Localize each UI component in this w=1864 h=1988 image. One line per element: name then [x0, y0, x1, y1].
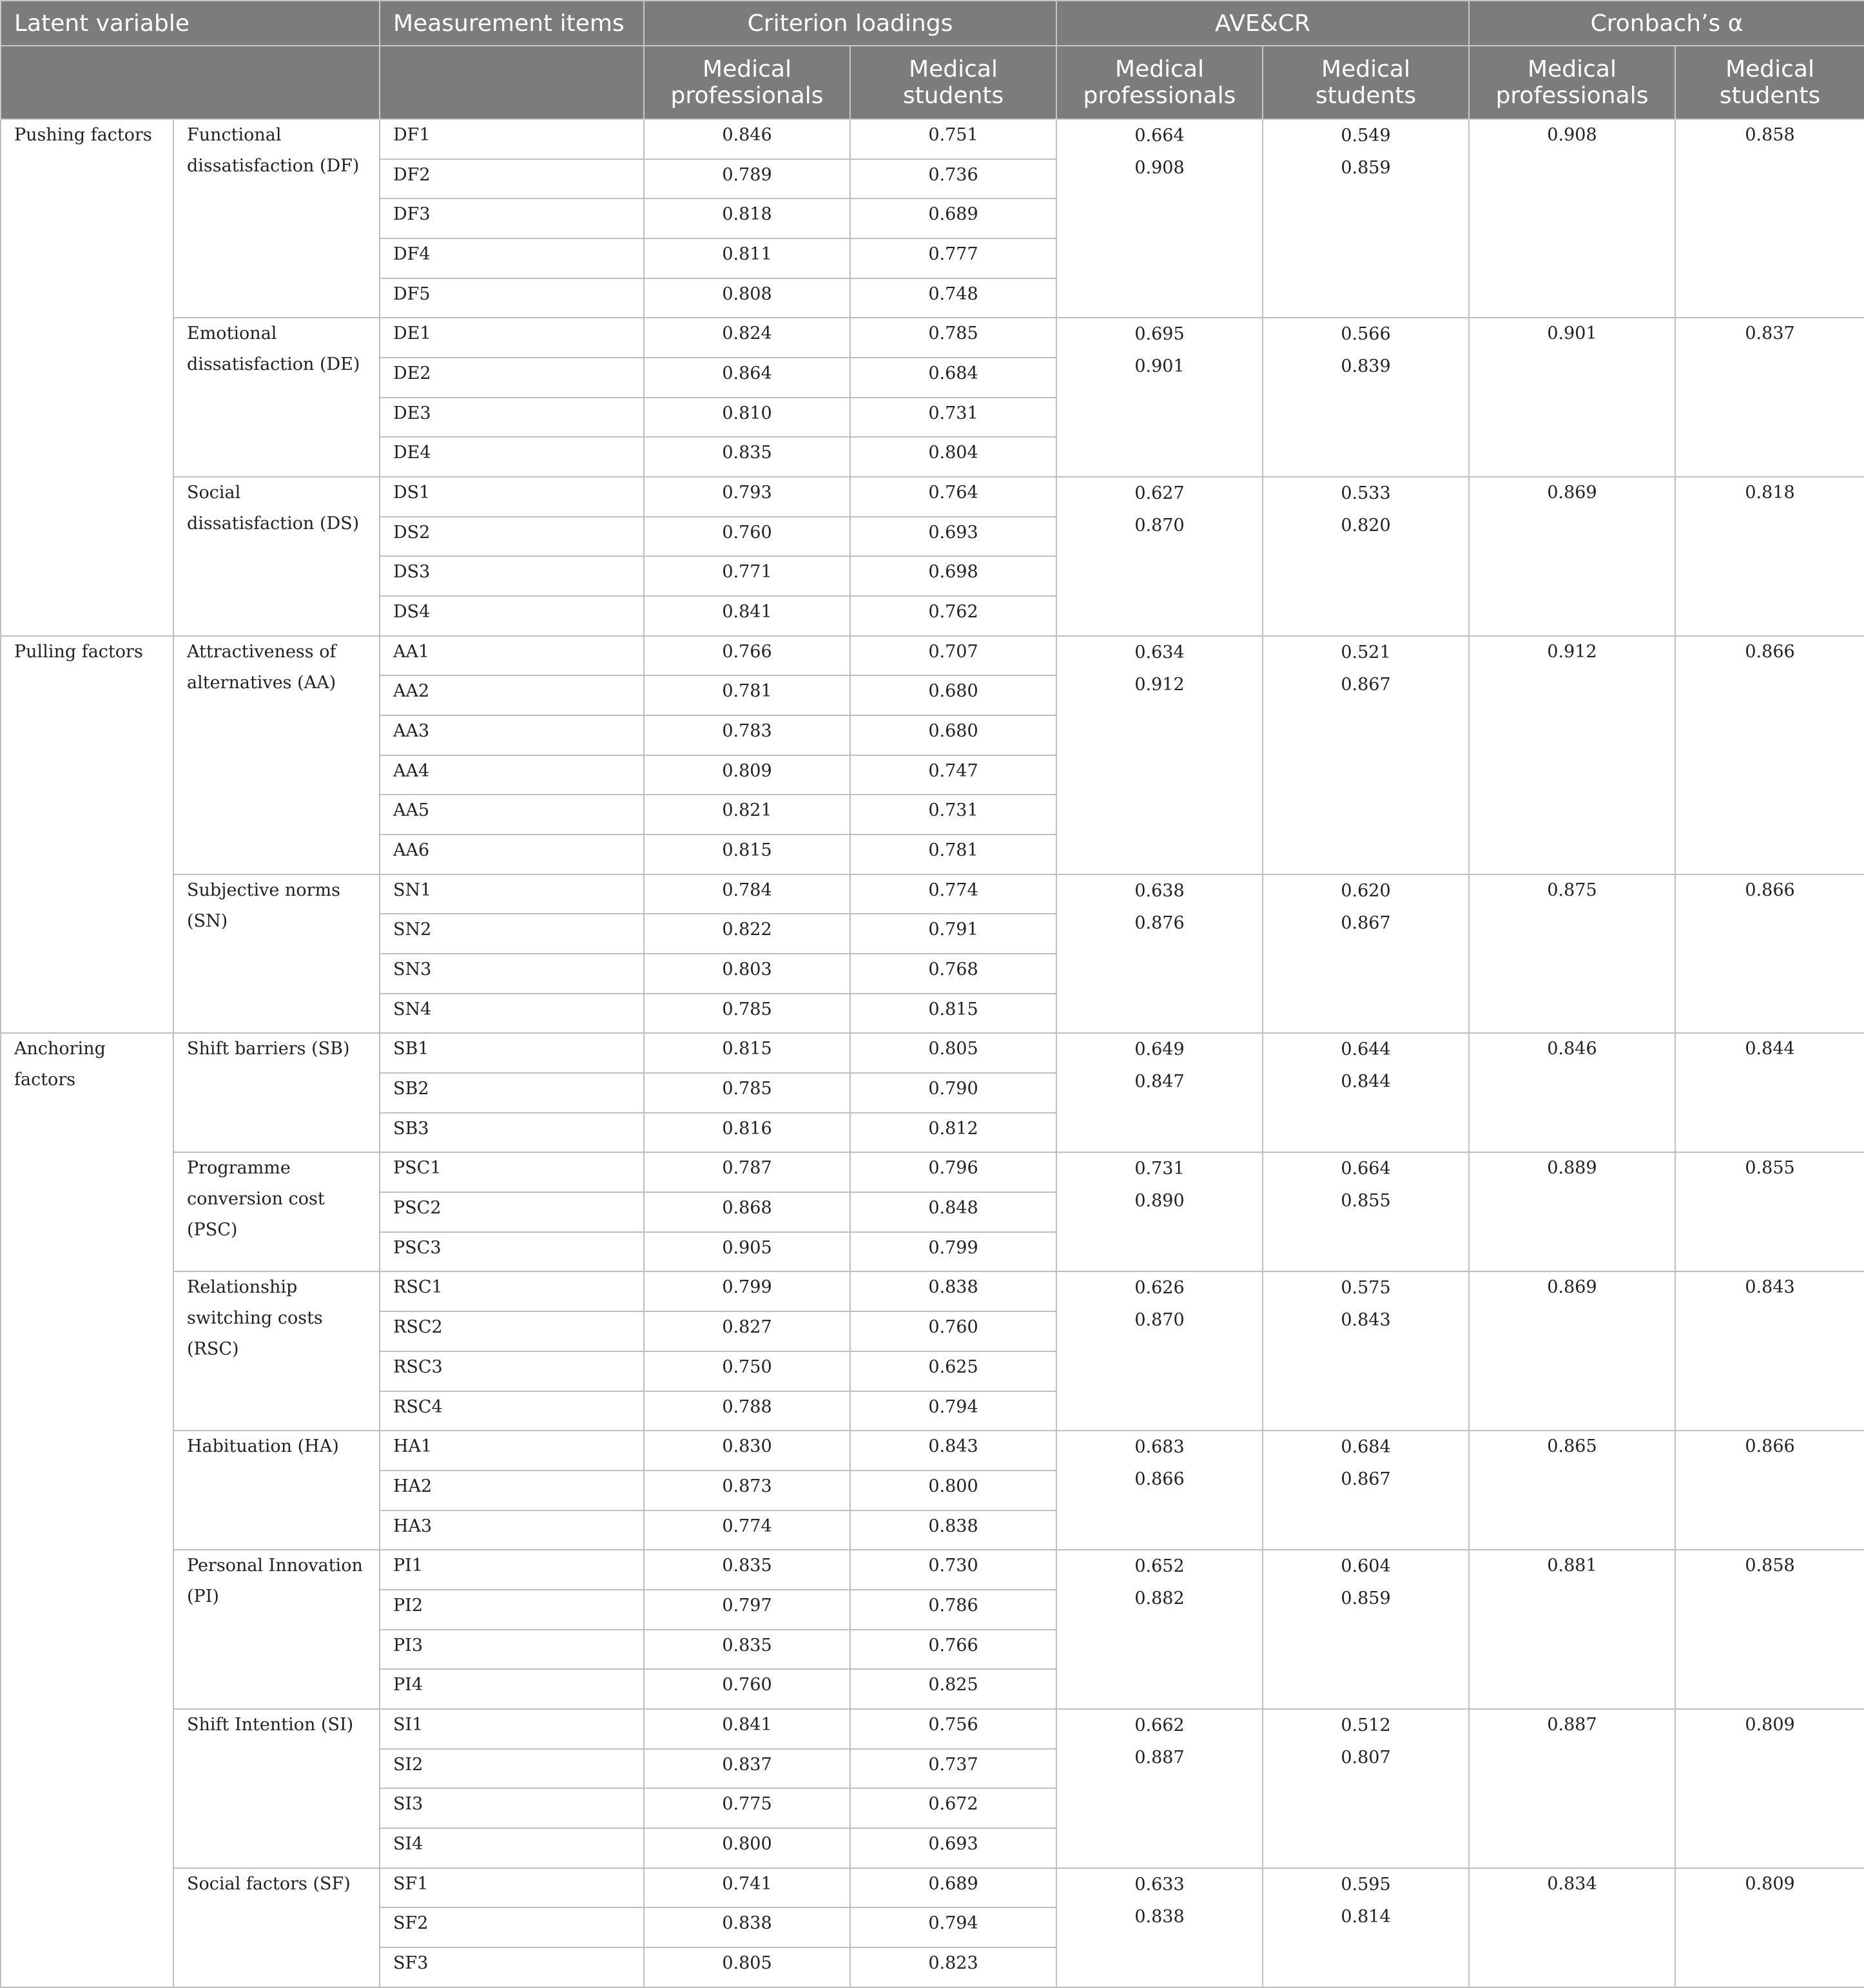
ave-value: 0.683	[1134, 1437, 1185, 1458]
header-blank-items	[380, 46, 644, 119]
ave-cr-medical-students	[1263, 1550, 1469, 1709]
loading-medical-professionals: 0.789	[644, 159, 850, 199]
alpha-medical-professionals: 0.887	[1469, 1709, 1675, 1868]
loading-medical-professionals: 0.905	[644, 1232, 850, 1272]
ave-cr-medical-professionals	[1056, 1868, 1263, 1987]
cr-value: 0.870	[1134, 1310, 1185, 1331]
measurement-item: PI4	[380, 1669, 644, 1709]
measurement-item: DF5	[380, 278, 644, 318]
ave-cr-medical-students	[1263, 1271, 1469, 1431]
measurement-item: SF1	[380, 1868, 644, 1908]
table-row	[1, 1709, 1864, 1749]
table-row	[1, 1550, 1864, 1590]
loading-medical-professionals: 0.760	[644, 1669, 850, 1709]
loading-medical-students: 0.843	[850, 1431, 1056, 1471]
measurement-item: DS3	[380, 556, 644, 596]
measurement-item: SN2	[380, 914, 644, 954]
loading-medical-students: 0.768	[850, 954, 1056, 994]
measurement-item: PSC3	[380, 1232, 644, 1272]
loading-medical-professionals: 0.784	[644, 874, 850, 914]
loading-medical-professionals: 0.783	[644, 715, 850, 755]
loading-medical-students: 0.804	[850, 437, 1056, 477]
table-row	[1, 1033, 1864, 1073]
table-row	[1, 119, 1864, 159]
measurement-item: AA2	[380, 675, 644, 715]
loading-medical-students: 0.731	[850, 398, 1056, 438]
loading-medical-students: 0.774	[850, 874, 1056, 914]
loading-medical-students: 0.786	[850, 1590, 1056, 1630]
loading-medical-professionals: 0.824	[644, 318, 850, 358]
loading-medical-professionals: 0.793	[644, 477, 850, 517]
loading-medical-students: 0.800	[850, 1471, 1056, 1510]
col-header-measurement-items: Measurement items	[380, 1, 644, 46]
alpha-medical-students: 0.866	[1675, 874, 1864, 1034]
construct-label: Relationship switching costs (RSC)	[173, 1271, 380, 1431]
loading-medical-professionals: 0.808	[644, 278, 850, 318]
loading-medical-students: 0.693	[850, 517, 1056, 557]
construct-label: Shift barriers (SB)	[173, 1033, 380, 1152]
ave-cr-medical-students	[1263, 1431, 1469, 1550]
ave-cr-medical-students	[1263, 318, 1469, 477]
construct-label: Programme conversion cost (PSC)	[173, 1152, 380, 1271]
measurement-item: HA3	[380, 1510, 644, 1550]
loading-medical-professionals: 0.741	[644, 1868, 850, 1908]
cr-value: 0.882	[1134, 1588, 1185, 1609]
loading-medical-students: 0.794	[850, 1391, 1056, 1431]
latent-group-label: Anchoring factors	[1, 1033, 173, 1987]
measurement-item: DS1	[380, 477, 644, 517]
loading-medical-professionals: 0.815	[644, 835, 850, 874]
table-row	[1, 874, 1864, 914]
cr-value: 0.908	[1134, 158, 1185, 178]
cr-value: 0.870	[1134, 516, 1185, 536]
ave-value: 0.521	[1341, 642, 1391, 662]
loading-medical-professionals: 0.822	[644, 914, 850, 954]
measurement-item: SI3	[380, 1788, 644, 1828]
ave-value: 0.664	[1341, 1159, 1391, 1179]
cr-value: 0.901	[1134, 356, 1185, 377]
ave-cr-medical-professionals	[1056, 1431, 1263, 1550]
ave-cr-medical-professionals	[1056, 1271, 1263, 1431]
loading-medical-students: 0.785	[850, 318, 1056, 358]
loading-medical-students: 0.689	[850, 1868, 1056, 1908]
loading-medical-students: 0.838	[850, 1271, 1056, 1311]
loading-medical-professionals: 0.800	[644, 1828, 850, 1868]
loading-medical-students: 0.790	[850, 1073, 1056, 1113]
loading-medical-professionals: 0.805	[644, 1947, 850, 1987]
cr-value: 0.912	[1134, 674, 1185, 695]
loading-medical-professionals: 0.841	[644, 596, 850, 636]
loading-medical-professionals: 0.760	[644, 517, 850, 557]
ave-value: 0.634	[1134, 642, 1185, 662]
alpha-medical-students: 0.844	[1675, 1033, 1864, 1152]
loading-medical-professionals: 0.799	[644, 1271, 850, 1311]
loading-medical-professionals: 0.781	[644, 675, 850, 715]
ave-cr-medical-students	[1263, 1709, 1469, 1868]
cr-value: 0.890	[1134, 1191, 1185, 1211]
cr-value: 0.855	[1341, 1191, 1391, 1211]
ave-cr-medical-students	[1263, 477, 1469, 636]
measurement-item: DF4	[380, 238, 644, 278]
cr-value: 0.847	[1134, 1072, 1185, 1092]
loading-medical-professionals: 0.810	[644, 398, 850, 438]
measurement-item: DE4	[380, 437, 644, 477]
ave-value: 0.633	[1134, 1874, 1185, 1895]
ave-cr-medical-professionals	[1056, 318, 1263, 477]
measurement-item: PI2	[380, 1590, 644, 1630]
cr-value: 0.876	[1134, 912, 1185, 933]
ave-value: 0.684	[1341, 1437, 1391, 1458]
construct-label: Functional dissatisfaction (DF)	[173, 119, 380, 318]
loading-medical-students: 0.762	[850, 596, 1056, 636]
loading-medical-professionals: 0.797	[644, 1590, 850, 1630]
ave-cr-medical-students	[1263, 1868, 1469, 1987]
measurement-item: SB2	[380, 1073, 644, 1113]
loading-medical-students: 0.848	[850, 1192, 1056, 1232]
alpha-medical-professionals: 0.875	[1469, 874, 1675, 1034]
table-row	[1, 1271, 1864, 1311]
measurement-item: PI3	[380, 1630, 644, 1670]
ave-value: 0.638	[1134, 880, 1185, 901]
ave-cr-medical-professionals	[1056, 1033, 1263, 1152]
ave-cr-medical-students	[1263, 1152, 1469, 1271]
ave-value: 0.549	[1341, 126, 1391, 146]
alpha-medical-professionals: 0.846	[1469, 1033, 1675, 1152]
loading-medical-students: 0.693	[850, 1828, 1056, 1868]
measurement-item: SI2	[380, 1749, 644, 1789]
subheader-alpha-medical-professionals: Medical professionals	[1469, 46, 1675, 119]
ave-cr-medical-professionals	[1056, 477, 1263, 636]
ave-value: 0.595	[1341, 1874, 1391, 1895]
loading-medical-students: 0.751	[850, 119, 1056, 159]
measurement-item: AA1	[380, 636, 644, 676]
latent-group-label: Pulling factors	[1, 636, 173, 1034]
loading-medical-students: 0.684	[850, 358, 1056, 398]
subheader-alpha-medical-students: Medical students	[1675, 46, 1864, 119]
ave-cr-medical-students	[1263, 636, 1469, 874]
loading-medical-professionals: 0.785	[644, 1073, 850, 1113]
table-header	[1, 1, 1864, 119]
loading-medical-professionals: 0.816	[644, 1113, 850, 1153]
measurement-item: SI4	[380, 1828, 644, 1868]
construct-label: Habituation (HA)	[173, 1431, 380, 1550]
alpha-medical-students: 0.866	[1675, 636, 1864, 874]
measurement-item: AA4	[380, 755, 644, 795]
ave-value: 0.652	[1134, 1556, 1185, 1577]
alpha-medical-students: 0.809	[1675, 1709, 1864, 1868]
ave-value: 0.627	[1134, 483, 1185, 504]
loading-medical-professionals: 0.837	[644, 1749, 850, 1789]
ave-value: 0.566	[1341, 324, 1391, 345]
measurement-item: SB1	[380, 1033, 644, 1073]
header-row-1	[1, 1, 1864, 46]
loading-medical-professionals: 0.864	[644, 358, 850, 398]
alpha-medical-professionals: 0.881	[1469, 1550, 1675, 1709]
subheader-ave-medical-students: Medical students	[1263, 46, 1469, 119]
measurement-item: SF3	[380, 1947, 644, 1987]
cr-value: 0.887	[1134, 1747, 1185, 1768]
loading-medical-professionals: 0.803	[644, 954, 850, 994]
ave-value: 0.575	[1341, 1278, 1391, 1298]
ave-value: 0.664	[1134, 126, 1185, 146]
loading-medical-students: 0.823	[850, 1947, 1056, 1987]
loading-medical-students: 0.731	[850, 795, 1056, 835]
loading-medical-professionals: 0.788	[644, 1391, 850, 1431]
ave-value: 0.626	[1134, 1278, 1185, 1298]
loading-medical-students: 0.812	[850, 1113, 1056, 1153]
construct-label: Personal Innovation (PI)	[173, 1550, 380, 1709]
col-header-latent-variable: Latent variable	[1, 1, 380, 46]
ave-value: 0.512	[1341, 1715, 1391, 1735]
construct-label: Shift Intention (SI)	[173, 1709, 380, 1868]
table-row	[1, 1152, 1864, 1192]
loading-medical-professionals: 0.835	[644, 1550, 850, 1590]
ave-cr-medical-professionals	[1056, 1709, 1263, 1868]
loading-medical-students: 0.748	[850, 278, 1056, 318]
loading-medical-students: 0.756	[850, 1709, 1056, 1749]
measurement-item: PI1	[380, 1550, 644, 1590]
measurement-item: DS2	[380, 517, 644, 557]
loading-medical-students: 0.781	[850, 835, 1056, 874]
loading-medical-students: 0.736	[850, 159, 1056, 199]
loading-medical-students: 0.760	[850, 1311, 1056, 1351]
ave-cr-medical-students	[1263, 1033, 1469, 1152]
loading-medical-students: 0.796	[850, 1152, 1056, 1192]
measurement-item: DS4	[380, 596, 644, 636]
loading-medical-students: 0.625	[850, 1351, 1056, 1391]
alpha-medical-professionals: 0.834	[1469, 1868, 1675, 1987]
loading-medical-professionals: 0.750	[644, 1351, 850, 1391]
loading-medical-professionals: 0.775	[644, 1788, 850, 1828]
loading-medical-professionals: 0.815	[644, 1033, 850, 1073]
alpha-medical-professionals: 0.901	[1469, 318, 1675, 477]
loading-medical-students: 0.672	[850, 1788, 1056, 1828]
measurement-item: AA5	[380, 795, 644, 835]
alpha-medical-students: 0.809	[1675, 1868, 1864, 1987]
measurement-item: DE2	[380, 358, 644, 398]
cr-value: 0.867	[1341, 912, 1391, 933]
ave-cr-medical-professionals	[1056, 874, 1263, 1034]
ave-value: 0.533	[1341, 483, 1391, 504]
header-row-2	[1, 46, 1864, 119]
ave-value: 0.644	[1341, 1039, 1391, 1060]
loading-medical-professionals: 0.774	[644, 1510, 850, 1550]
ave-cr-medical-professionals	[1056, 119, 1263, 318]
loading-medical-professionals: 0.787	[644, 1152, 850, 1192]
alpha-medical-professionals: 0.865	[1469, 1431, 1675, 1550]
cr-value: 0.843	[1341, 1310, 1391, 1331]
loading-medical-students: 0.707	[850, 636, 1056, 676]
cr-value: 0.859	[1341, 158, 1391, 178]
ave-cr-medical-professionals	[1056, 1550, 1263, 1709]
measurement-item: SN4	[380, 994, 644, 1034]
loading-medical-students: 0.838	[850, 1510, 1056, 1550]
measurement-item: HA2	[380, 1471, 644, 1510]
loading-medical-students: 0.805	[850, 1033, 1056, 1073]
construct-label: Attractiveness of alternatives (AA)	[173, 636, 380, 874]
alpha-medical-professionals: 0.908	[1469, 119, 1675, 318]
ave-cr-medical-students	[1263, 874, 1469, 1034]
loading-medical-students: 0.698	[850, 556, 1056, 596]
measurement-item: HA1	[380, 1431, 644, 1471]
measurement-item: SF2	[380, 1907, 644, 1947]
loading-medical-students: 0.799	[850, 1232, 1056, 1272]
cr-value: 0.814	[1341, 1906, 1391, 1927]
cr-value: 0.844	[1341, 1072, 1391, 1092]
loading-medical-professionals: 0.785	[644, 994, 850, 1034]
cr-value: 0.838	[1134, 1906, 1185, 1927]
header-blank-latent	[1, 46, 380, 119]
ave-cr-medical-students	[1263, 119, 1469, 318]
measurement-item: SN1	[380, 874, 644, 914]
measurement-item: RSC4	[380, 1391, 644, 1431]
cr-value: 0.867	[1341, 1469, 1391, 1490]
alpha-medical-students: 0.866	[1675, 1431, 1864, 1550]
alpha-medical-professionals: 0.912	[1469, 636, 1675, 874]
ave-cr-medical-professionals	[1056, 636, 1263, 874]
alpha-medical-professionals: 0.889	[1469, 1152, 1675, 1271]
loading-medical-professionals: 0.827	[644, 1311, 850, 1351]
loading-medical-professionals: 0.873	[644, 1471, 850, 1510]
cr-value: 0.820	[1341, 516, 1391, 536]
ave-value: 0.695	[1134, 324, 1185, 345]
measurement-item: RSC1	[380, 1271, 644, 1311]
loading-medical-students: 0.825	[850, 1669, 1056, 1709]
subheader-loadings-medical-professionals: Medical professionals	[644, 46, 850, 119]
loading-medical-students: 0.815	[850, 994, 1056, 1034]
measurement-item: DF2	[380, 159, 644, 199]
table-row	[1, 1431, 1864, 1471]
alpha-medical-students: 0.855	[1675, 1152, 1864, 1271]
loading-medical-professionals: 0.809	[644, 755, 850, 795]
loading-medical-students: 0.764	[850, 477, 1056, 517]
loading-medical-students: 0.777	[850, 238, 1056, 278]
alpha-medical-professionals: 0.869	[1469, 477, 1675, 636]
measurement-item: SI1	[380, 1709, 644, 1749]
measurement-item: DE1	[380, 318, 644, 358]
construct-label: Social factors (SF)	[173, 1868, 380, 1987]
ave-value: 0.731	[1134, 1159, 1185, 1179]
measurement-item: PSC1	[380, 1152, 644, 1192]
measurement-item: SB3	[380, 1113, 644, 1153]
loading-medical-students: 0.747	[850, 755, 1056, 795]
loading-medical-students: 0.680	[850, 715, 1056, 755]
cr-value: 0.867	[1341, 674, 1391, 695]
col-header-cronbach-alpha: Cronbach’s α	[1469, 1, 1864, 46]
measurement-item: DF3	[380, 198, 644, 238]
subheader-loadings-medical-students: Medical students	[850, 46, 1056, 119]
ave-value: 0.649	[1134, 1039, 1185, 1060]
cr-value: 0.866	[1134, 1469, 1185, 1490]
loading-medical-professionals: 0.846	[644, 119, 850, 159]
construct-label: Subjective norms (SN)	[173, 874, 380, 1034]
subheader-ave-medical-professionals: Medical professionals	[1056, 46, 1263, 119]
latent-group-label: Pushing factors	[1, 119, 173, 636]
col-header-ave-cr: AVE&CR	[1056, 1, 1469, 46]
cr-value: 0.839	[1341, 356, 1391, 377]
loading-medical-students: 0.680	[850, 675, 1056, 715]
alpha-medical-students: 0.858	[1675, 119, 1864, 318]
table-body	[1, 119, 1864, 1987]
table-row	[1, 636, 1864, 676]
loading-medical-professionals: 0.766	[644, 636, 850, 676]
alpha-medical-students: 0.837	[1675, 318, 1864, 477]
loading-medical-professionals: 0.830	[644, 1431, 850, 1471]
loading-medical-professionals: 0.868	[644, 1192, 850, 1232]
alpha-medical-students: 0.843	[1675, 1271, 1864, 1431]
loading-medical-professionals: 0.811	[644, 238, 850, 278]
loading-medical-professionals: 0.771	[644, 556, 850, 596]
loading-medical-students: 0.791	[850, 914, 1056, 954]
measurement-item: AA3	[380, 715, 644, 755]
construct-label: Emotional dissatisfaction (DE)	[173, 318, 380, 477]
loading-medical-students: 0.794	[850, 1907, 1056, 1947]
ave-value: 0.620	[1341, 880, 1391, 901]
measurement-item: DE3	[380, 398, 644, 438]
loading-medical-professionals: 0.818	[644, 198, 850, 238]
loading-medical-professionals: 0.835	[644, 437, 850, 477]
ave-value: 0.604	[1341, 1556, 1391, 1577]
table-row	[1, 1868, 1864, 1908]
loading-medical-professionals: 0.835	[644, 1630, 850, 1670]
ave-value: 0.662	[1134, 1715, 1185, 1735]
loading-medical-professionals: 0.821	[644, 795, 850, 835]
alpha-medical-professionals: 0.869	[1469, 1271, 1675, 1431]
loading-medical-students: 0.766	[850, 1630, 1056, 1670]
loading-medical-professionals: 0.841	[644, 1709, 850, 1749]
measurement-item: AA6	[380, 835, 644, 874]
table-row	[1, 318, 1864, 358]
cr-value: 0.807	[1341, 1747, 1391, 1768]
construct-label: Social dissatisfaction (DS)	[173, 477, 380, 636]
loading-medical-students: 0.689	[850, 198, 1056, 238]
measurement-item: PSC2	[380, 1192, 644, 1232]
measurement-item: DF1	[380, 119, 644, 159]
col-header-criterion-loadings: Criterion loadings	[644, 1, 1056, 46]
alpha-medical-students: 0.818	[1675, 477, 1864, 636]
table-row	[1, 477, 1864, 517]
measurement-item: RSC2	[380, 1311, 644, 1351]
alpha-medical-students: 0.858	[1675, 1550, 1864, 1709]
loading-medical-professionals: 0.838	[644, 1907, 850, 1947]
cr-value: 0.859	[1341, 1588, 1391, 1609]
ave-cr-medical-professionals	[1056, 1152, 1263, 1271]
loading-medical-students: 0.737	[850, 1749, 1056, 1789]
measurement-item: RSC3	[380, 1351, 644, 1391]
measurement-item: SN3	[380, 954, 644, 994]
loading-medical-students: 0.730	[850, 1550, 1056, 1590]
